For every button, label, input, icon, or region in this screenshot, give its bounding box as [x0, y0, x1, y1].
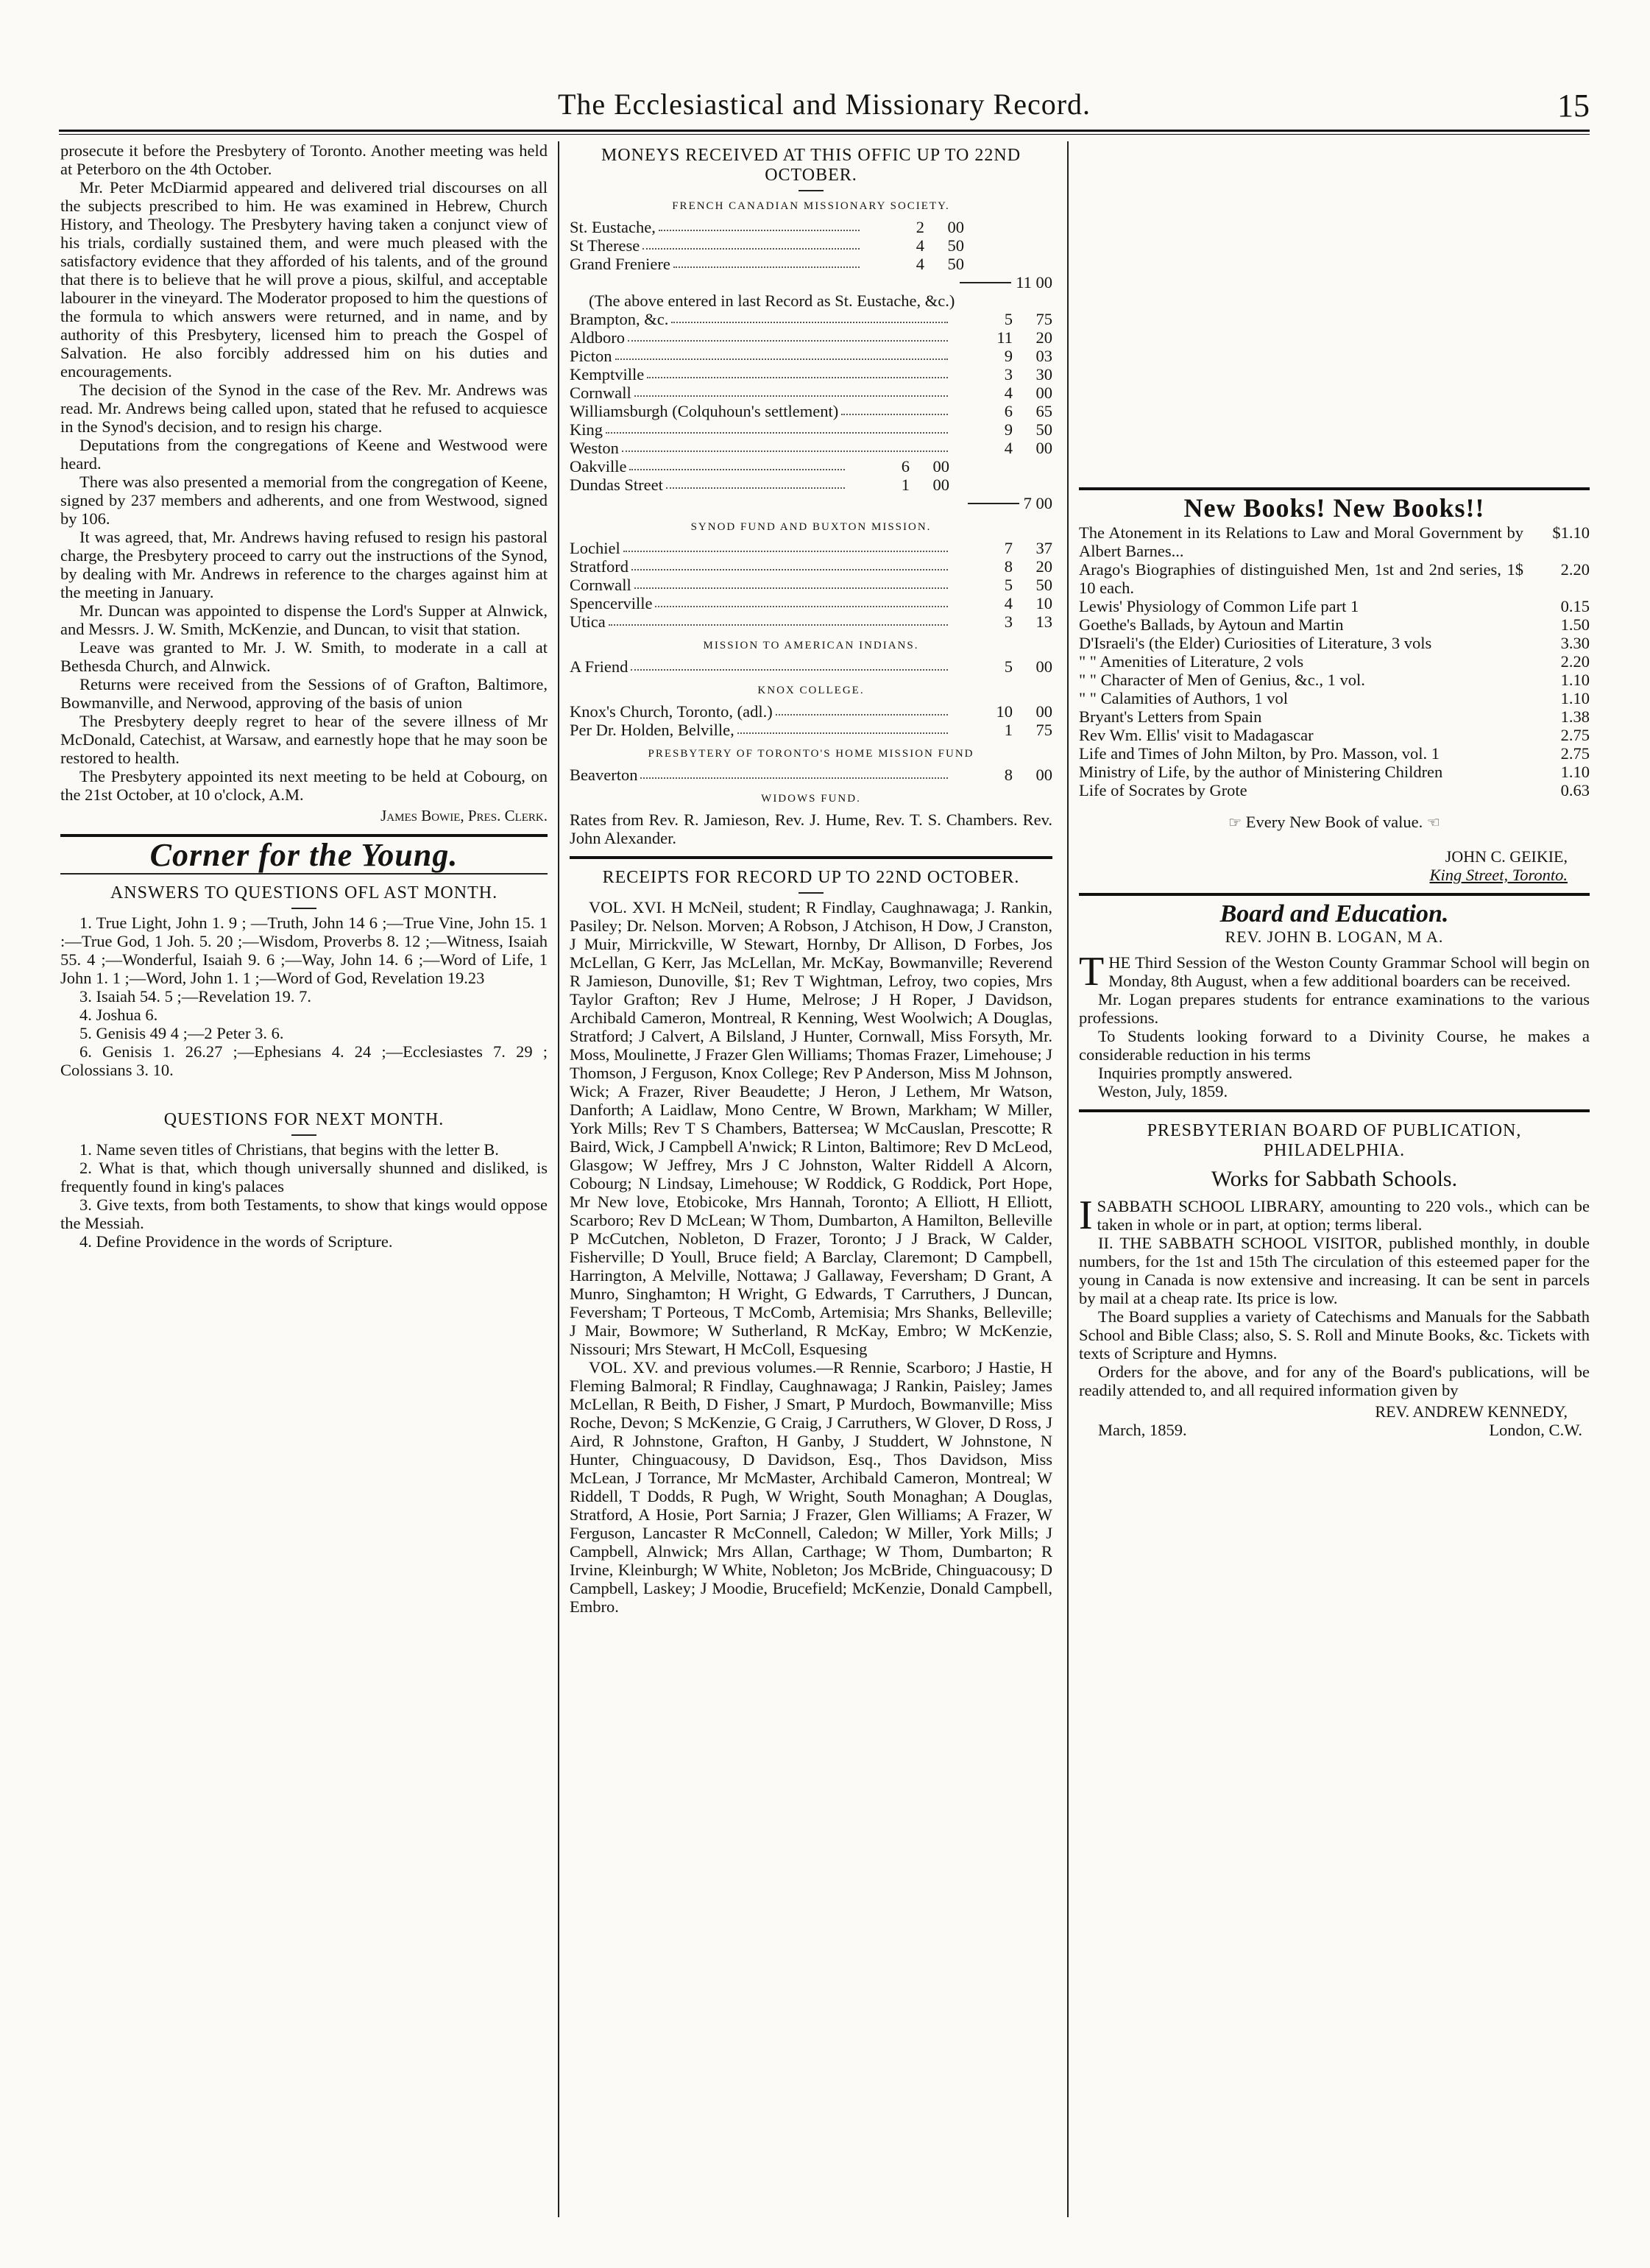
receipts-heading: RECEIPTS FOR RECORD UP TO 22ND OCTOBER. — [602, 868, 1020, 887]
question-item: 1. Name seven titles of Christians, that begins with the letter B. — [79, 1140, 499, 1159]
money-entry: Spencerville 4 10 — [570, 594, 1052, 612]
money-entry: A Friend 5 00 — [570, 657, 1052, 676]
money-entry: Knox's Church, Toronto, (adl.) 10 00 — [570, 702, 1052, 721]
money-entry: Grand Freniere 4 50 — [570, 255, 964, 273]
fund-total: 7 00 — [570, 494, 1052, 512]
book-item: Bryant's Letters from Spain 1.38 — [1079, 707, 1590, 726]
receipts-vol16 — [570, 898, 1052, 1358]
bookseller-address: King Street, Toronto. — [1429, 866, 1568, 884]
pointing-hand-icon: ☜ — [1426, 815, 1440, 831]
questions-heading: QUESTIONS FOR NEXT MONTH. — [163, 1110, 445, 1129]
money-entry: Brampton, &c. 5 75 — [570, 310, 1052, 328]
question-item: 4. Define Providence in the words of Scripture. — [79, 1232, 393, 1251]
section-rule — [570, 856, 1052, 859]
widows-fund-text: Rates from Rev. R. Jamieson, Rev. J. Hume, Rev. T. S. Chambers. Rev. John Alexander. — [570, 810, 1052, 847]
board-of-publication — [1079, 1121, 1590, 1439]
book-item: Ministry of Life, by the author of Ministering Children 1.10 — [1079, 763, 1590, 781]
publication-place: London, C.W. — [1489, 1421, 1582, 1439]
fund-heading: WIDOWS FUND. — [761, 793, 861, 805]
publication-paragraph: II. THE SABBATH SCHOOL VISITOR, published monthly, in double numbers, for the 1st and 15th The circulation of this esteemed paper for the young in Canada is now extensive and increasing. It can be sent in parcels by mail at a cheap rate. Its price is low. — [1079, 1234, 1590, 1307]
publication-footer — [1079, 1421, 1590, 1439]
report-paragraph: It was agreed, that, Mr. Andrews having refused to resign his pastoral charge, the Presbytery proceed to carry out the instructions of the Synod, by dealing with Mr. Andrews in reference to the charges against him at the meeting in January. — [60, 528, 548, 601]
money-entry: St. Eustache, 2 00 — [570, 218, 964, 236]
receipts-names: and previous volumes.—R Rennie, Scarboro; J Hastie, H Fleming Balmoral; R Findlay, Caughnawaga; J Rankin, Paisley; James McLellan, R Beith, D Fisher, J Smart, P Murdoch, Bowmanville; Miss Roche, Devon; S McKenzie, G Craig, J Carruthers, W Glover, D Ross, J Aird, R Johnstone, Grafton, H Ganby, J Studdert, W Johnstone, N Hunter, Chinguacousy, D Davidson, Esq., Thos Davidson, Miss McLean, J Torrance, Mr McMaster, Archibald Cameron, Montreal; W Riddell, T Dodds, R Pugh, W Wright, South Monaghan; A Douglas, Stratford, A Hosie, Port Sarnia; J Frazer, Glen Williams; A Frazer, W Ferguson, Lancaster R McConnell, Caledon; W Miller, York Mills; J Campbell, Alnwick; Mrs Allan, Carthage; W Thom, Dumbarton; R Irvine, Kleinburgh; W White, Nobleton; Jos McBride, Chinguacousy; D Campbell, Laskey; J Moodie, Brucefield; McKenzie, Donald Campbell, Embro. — [570, 1358, 1052, 1616]
money-entry: Weston 4 00 — [570, 439, 1052, 457]
corner-for-young — [60, 837, 548, 1251]
volume-label: VOL. XV. — [589, 1358, 659, 1377]
report-paragraph: Mr. Duncan was appointed to dispense the Lord's Supper at Alnwick, and Messrs. J. W. Smith, McKenzie, and Duncan, to visit that station. — [60, 601, 548, 638]
books-advertisement — [1079, 493, 1590, 884]
book-item: Goethe's Ballads, by Aytoun and Martin 1.50 — [1079, 615, 1590, 634]
fund-heading: FRENCH CANADIAN MISSIONARY SOCIETY. — [672, 200, 950, 212]
column-right — [1079, 141, 1590, 2217]
section-rule — [60, 873, 548, 875]
short-rule — [291, 908, 316, 909]
running-title: The Ecclesiastical and Missionary Record. — [557, 88, 1091, 121]
clerk-signature: James Bowie, Pres. Clerk. — [380, 807, 548, 824]
answer-item: 1. True Light, John 1. 9 ; —Truth, John 14 6 ;—True Vine, John 15. 1 :—True God, 1 Joh. 5. 20 ;—Wisdom, Proverbs 8. 12 ;—Witness, Isaiah 55. 4 ;—Wonderful, Isaiah 9. 6 ;—Way, John 14. 6 ;—Word of Life, 1 John 1. 1 ;—Word, John 1. 1 ;—Word of God, Revelation 19.23 — [60, 914, 548, 987]
board-paragraph: Inquiries promptly answered. — [1098, 1064, 1293, 1082]
column-middle — [570, 141, 1052, 2217]
fund-heading: PRESBYTERY OF TORONTO'S HOME MISSION FUND — [648, 748, 974, 760]
board-and-education — [1079, 900, 1590, 1101]
money-entry: Stratford 8 20 — [570, 557, 1052, 576]
money-entry: Oakville 6 00 — [570, 457, 949, 476]
money-entry: Cornwall 4 00 — [570, 384, 1052, 402]
short-rule — [799, 190, 824, 191]
header-rule — [59, 130, 1590, 132]
moneys-heading: MONEYS RECEIVED AT THIS OFFIC UP TO 22ND OCTOBER. — [601, 146, 1021, 185]
publication-agent: REV. ANDREW KENNEDY, — [1375, 1402, 1568, 1421]
book-item: " " Calamities of Authors, 1 vol 1.10 — [1079, 689, 1590, 707]
report-paragraph: Deputations from the congregations of Keene and Westwood were heard. — [60, 436, 548, 473]
column-divider — [558, 141, 559, 2217]
books-title: New Books! New Books!! — [1183, 493, 1485, 523]
answer-item: 6. Genisis 1. 26.27 ;—Ephesians 4. 24 ;—Ecclesiastes 7. 29 ; Colossians 3. 10. — [60, 1042, 548, 1079]
money-entry: Picton 9 03 — [570, 347, 1052, 365]
drop-cap: T — [1079, 949, 1105, 995]
board-paragraph: THE Third Session of the Weston County Grammar School will begin on Monday, 8th August, when a few additional boarders can be received. — [1079, 949, 1590, 995]
publication-paragraph: Orders for the above, and for any of the Board's publications, will be readily attended to, and all required information given by — [1079, 1363, 1590, 1399]
report-paragraph: The Presbytery appointed its next meeting to be held at Cobourg, on the 21st October, at 10 o'clock, A.M. — [60, 767, 548, 804]
answer-item: 5. Genisis 49 4 ;—2 Peter 3. 6. — [79, 1024, 284, 1042]
short-rule — [799, 892, 824, 894]
money-entry: Williamsburgh (Colquhoun's settlement) 6 65 — [570, 402, 1052, 420]
drop-cap: I — [1079, 1193, 1093, 1238]
board-dateline: Weston, July, 1859. — [1098, 1082, 1228, 1101]
book-item: " " Amenities of Literature, 2 vols 2.20 — [1079, 652, 1590, 671]
section-rule — [1079, 487, 1590, 490]
question-item: 3. Give texts, from both Testaments, to show that kings would oppose the Messiah. — [60, 1195, 548, 1232]
board-paragraph: Mr. Logan prepares students for entrance examinations to the various professions. — [1079, 990, 1590, 1027]
moneys-received — [570, 146, 1052, 847]
column-divider — [1067, 141, 1069, 2217]
report-paragraph: The decision of the Synod in the case of the Rev. Mr. Andrews was read. Mr. Andrews being called upon, stated that he refused to acquiesce in the Synod's decision, and to resign his charge. — [60, 381, 548, 436]
report-paragraph: Leave was granted to Mr. J. W. Smith, to moderate in a call at Bethesda Church, and Alnwick. — [60, 638, 548, 675]
report-paragraph: There was also presented a memorial from the congregation of Keene, signed by 237 members and adherents, and one from Westwood, signed by 106. — [60, 473, 548, 528]
book-item: Lewis' Physiology of Common Life part 1 0.15 — [1079, 597, 1590, 615]
money-entry: Utica 3 13 — [570, 612, 1052, 631]
publication-paragraph: The Board supplies a variety of Catechisms and Manuals for the Sabbath School and Bible Class; also, S. S. Roll and Minute Books, &c. Tickets with texts of Scripture and Hymns. — [1079, 1307, 1590, 1363]
books-tagline: Every New Book of value. — [1245, 813, 1423, 831]
money-entry: Lochiel 7 37 — [570, 539, 1052, 557]
money-entry: Aldboro 11 20 — [570, 328, 1052, 347]
board-principal: REV. JOHN B. LOGAN, M A. — [1225, 928, 1444, 946]
section-rule — [1079, 1109, 1590, 1112]
publication-date: March, 1859. — [1098, 1421, 1187, 1439]
book-item: D'Israeli's (the Elder) Curiosities of Literature, 3 vols 3.30 — [1079, 634, 1590, 652]
header-rule-thin — [59, 134, 1590, 135]
section-title: Corner for the Young. — [149, 837, 458, 873]
report-paragraph: Returns were received from the Sessions of of Grafton, Baltimore, Bowmanville, and Nerwood, approving of the basis of union — [60, 675, 548, 712]
publication-heading: PRESBYTERIAN BOARD OF PUBLICATION, PHILADELPHIA. — [1147, 1121, 1522, 1160]
book-item: Arago's Biographies of distinguished Men, 1st and 2nd series, 1$ 10 each. 2.20 — [1079, 560, 1590, 597]
books-tagline-row — [1079, 813, 1590, 833]
money-entry: Cornwall 5 50 — [570, 576, 1052, 594]
receipts-names: H McNeil, student; R Findlay, Caughnawaga; J. Rankin, Pasiley; Dr. Nelson. Morven; A Robson, J Atchison, H Dow, J Cranston, J Muir, Mirrickville, W Stewart, Hornby, Dr Allison, D Forbes, Jos McLellan, G Kerr, Jas McLellan, Mr. McKay, Bowmanville; Reverend R Jamieson, Dunoville, $1; Rev T Wightman, Lefroy, two copies, Mrs Taylor Grafton; Rev J Hume, Melrose; J H Roper, J Davidson, Archibald Cameron, Montreal, R Kenning, West Woolwich; A Douglas, Stratford; J Calvert, A Bilsland, J Hunter, Cornwall, Miss Forsyth, Mr. Moss, Moulinette, J Frazer Glen Williams; Thomas Frazer, Limehouse; J Thomson, J Ferguson, Knox College; Rev P Anderson, Miss M Johnson, Wick; A Frazer, River Beaudette; J Heron, J Lethem, Mr Watson, Danforth; A Laidlaw, Mono Centre, W Brown, Markham; W Miller, York Mills; Rev T S Chambers, Battersea; W McCauslan, Prescotte; R Baird, Wick, J Campbell A'nwick; R Linton, Baltimore; Rev D McLeod, Glasgow; W Jeffrey, Mrs J C Johnston, Walter Riddell A Alcorn, Cobourg; N Lindsay, Limehouse; W Roddick, G Roddick, Port Hope, Mr New love, Etobicoke, Mrs Hannah, Toronto; A Elliott, H Elliott, Scarboro; Rev D McLean; W Thom, Dumbarton, A Hamilton, Belleville P McCutchen, Nobleton, D Frazer, Toronto; J J Brack, W Calder, Fisherville; D Youll, Bruce field; A Barclay, Claremont; D Campbell, Harrington, A Melville, Nottawa; J Gallaway, Feversham; D Grant, A Munro, Singhamton; H Wright, G Edwards, T Carruthers, J Duncan, Feversham; T Porteous, T McComb, Artemisia; Mrs Shanks, Belleville; J Mair, Bowmore; W Sutherland, R McKay, Embro; W McKenzie, Nissouri; Mrs Stewart, H McColl, Esquesing — [570, 898, 1052, 1358]
report-paragraph: Mr. Peter McDiarmid appeared and delivered trial discourses on all the subjects prescribed to him. He was examined in Hebrew, Church History, and Theology. The Presbytery having taken a conjunct view of his trials, cordially sustained them, and were much pleased with the satisfactory evidence that they afforded of his talents, and of the ground that there is to believe that he will prove a pious, skilful, and acceptable labourer in the vineyard. The Moderator proposed to him the questions of the formula to which answers were returned, and in name, and by authority of this Presbytery, licensed him to preach the Gospel of Salvation. He also forcibly addressed him on his duties and encouragements. — [60, 178, 548, 381]
page-number: 15 — [1557, 88, 1590, 124]
short-rule — [291, 1134, 316, 1136]
column-left — [60, 141, 548, 2217]
section-rule — [1079, 893, 1590, 896]
pointing-hand-icon: ☞ — [1228, 815, 1242, 831]
money-entry: St Therese 4 50 — [570, 236, 964, 255]
presbytery-report — [60, 141, 548, 825]
answers-heading: ANSWERS TO QUESTIONS OFL AST MONTH. — [110, 883, 498, 902]
receipts-vol15 — [570, 1358, 1052, 1616]
publication-subheading: Works for Sabbath Schools. — [1211, 1167, 1458, 1191]
fund-total: 11 00 — [570, 273, 1052, 292]
report-paragraph: The Presbytery deeply regret to hear of the severe illness of Mr McDonald, Catechist, at Warsaw, and earnestly hope that he may soon be restored to health. — [60, 712, 548, 767]
publication-paragraph: ISABBATH SCHOOL LIBRARY, amounting to 220 vols., which can be taken in whole or in part, at option; terms liberal. — [1079, 1193, 1590, 1238]
receipts-for-record — [570, 868, 1052, 1616]
book-item: Rev Wm. Ellis' visit to Madagascar 2.75 — [1079, 726, 1590, 744]
fund-heading: KNOX COLLEGE. — [757, 685, 865, 696]
bookseller-name: JOHN C. GEIKIE, — [1445, 847, 1568, 866]
answer-item: 4. Joshua 6. — [79, 1006, 158, 1024]
money-entry: Kemptville 3 30 — [570, 365, 1052, 384]
fund-heading: SYNOD FUND AND BUXTON MISSION. — [690, 521, 932, 533]
fund-note: (The above entered in last Record as St. Eustache, &c.) — [589, 292, 955, 310]
answer-item: 3. Isaiah 54. 5 ;—Revelation 19. 7. — [79, 987, 311, 1006]
board-title: Board and Education. — [1219, 900, 1449, 928]
fund-heading: MISSION TO AMERICAN INDIANS. — [703, 640, 919, 651]
board-paragraph: To Students looking forward to a Divinity Course, he makes a considerable reduction in his terms — [1079, 1027, 1590, 1064]
money-entry: Dundas Street 1 00 — [570, 476, 949, 494]
running-head — [59, 87, 1590, 131]
question-item: 2. What is that, which though universally shunned and disliked, is frequently found in king's palaces — [60, 1159, 548, 1195]
money-entry: Per Dr. Holden, Belville, 1 75 — [570, 721, 1052, 739]
book-item: Life and Times of John Milton, by Pro. Masson, vol. 1 2.75 — [1079, 744, 1590, 763]
book-item: The Atonement in its Relations to Law and Moral Government by Albert Barnes... $1.10 — [1079, 523, 1590, 560]
money-entry: King 9 50 — [570, 420, 1052, 439]
report-paragraph: prosecute it before the Presbytery of Toronto. Another meeting was held at Peterboro on the 4th October. — [60, 141, 548, 178]
volume-label: VOL. XVI. — [589, 898, 666, 916]
money-entry: Beaverton 8 00 — [570, 766, 1052, 784]
book-item: Life of Socrates by Grote 0.63 — [1079, 781, 1590, 799]
book-item: " " Character of Men of Genius, &c., 1 vol. 1.10 — [1079, 671, 1590, 689]
